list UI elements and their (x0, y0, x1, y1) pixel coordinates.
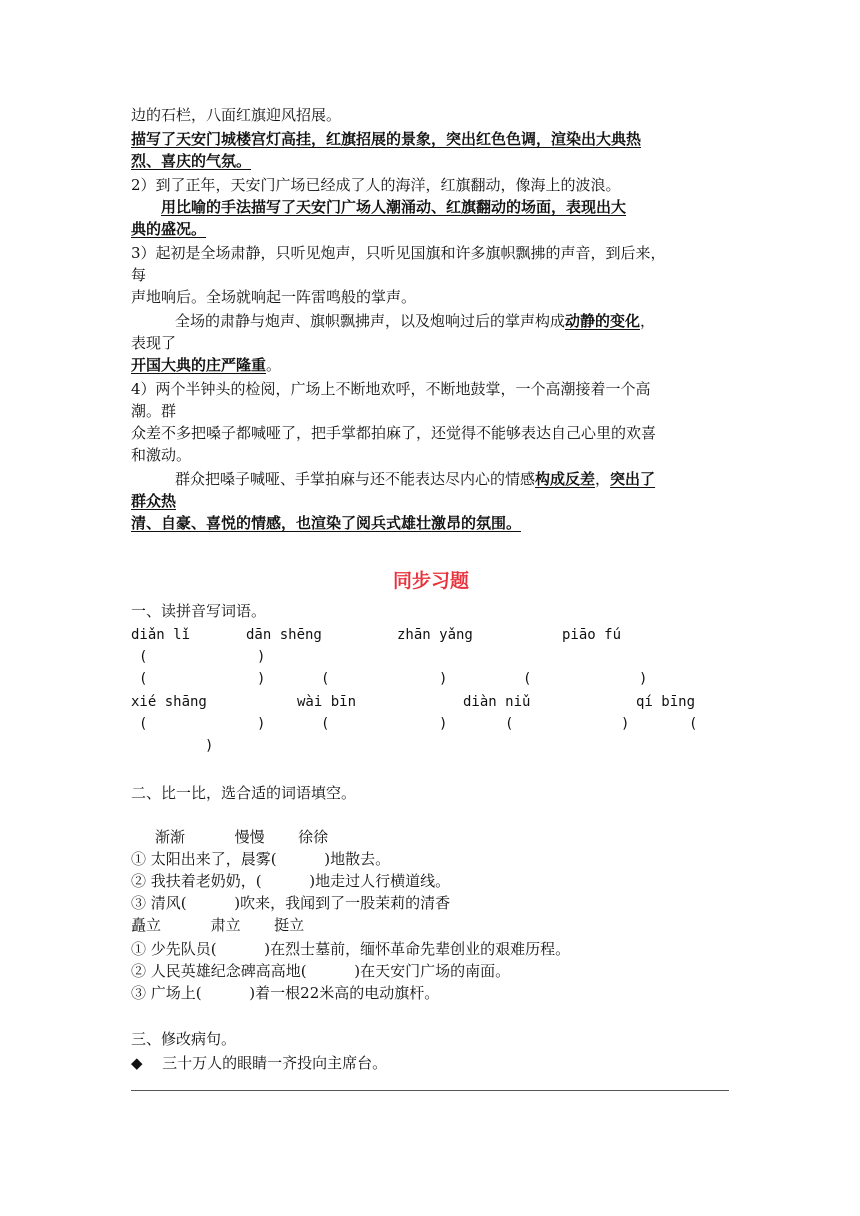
analysis-answer-line: 描写了天安门城楼宫灯高挂，红旗招展的景象，突出红色色调，渲染出大典热 (131, 130, 642, 148)
pinyin-item: xié shāng (131, 694, 207, 710)
answer-open-paren: ( (523, 671, 532, 687)
word-choice: 徐徐 (298, 828, 329, 846)
fill-blank-item: ③ 广场上( )着一根22米高的电动旗杆。 (131, 984, 440, 1002)
analysis-answer-line: 烈、喜庆的气氛。 (131, 152, 252, 170)
answer-open-paren: ( (689, 716, 698, 732)
analysis-line: 4）两个半钟头的检阅，广场上不断地欢呼，不断地鼓掌，一个高潮接着一个高 (131, 380, 651, 398)
analysis-keyword: 突出了 (610, 470, 656, 488)
pinyin-item: wài bīn (297, 694, 357, 710)
section-heading: 二、比一比，选合适的词语填空。 (131, 784, 357, 802)
answer-close-paren: ) (639, 671, 648, 687)
analysis-line: 3）起初是全场肃静，只听见炮声，只听见国旗和许多旗帜飘拂的声音，到后来， (131, 244, 666, 262)
section-heading: 三、修改病句。 (131, 1030, 237, 1048)
horizontal-rule (131, 1090, 729, 1091)
answer-close-paren: ) (257, 671, 266, 687)
pinyin-item: diàn niǔ (463, 694, 531, 710)
word-choice: 挺立 (274, 916, 305, 934)
answer-close-paren: ) (257, 649, 266, 665)
fill-blank-item: ③ 清风( )吹来，我闻到了一股茉莉的清香 (131, 894, 451, 912)
answer-open-paren: ( (321, 716, 330, 732)
analysis-answer-line: 典的盛况。 (131, 220, 207, 238)
fill-blank-item: ② 我扶着老奶奶，( )地走过人行横道线。 (131, 872, 451, 890)
fill-blank-item: ② 人民英雄纪念碑高高地( )在天安门广场的南面。 (131, 962, 511, 980)
pinyin-item: zhān yǎng (397, 627, 473, 643)
analysis-line (131, 354, 281, 376)
answer-open-paren: ( (505, 716, 514, 732)
analysis-line: 表现了 (131, 334, 177, 352)
fill-blank-item: ① 少先队员( )在烈士墓前，缅怀革命先辈创业的艰难历程。 (131, 940, 571, 958)
word-choices (155, 826, 328, 848)
analysis-line: 和激动。 (131, 446, 192, 464)
analysis-answer-line: 用比喻的手法描写了天安门广场人潮涌动、红旗翻动的场面，表现出大 (161, 198, 627, 216)
analysis-keyword: 开国大典的庄严隆重 (131, 356, 267, 374)
answer-close-paren: ) (257, 716, 266, 732)
answer-close-paren: ) (439, 671, 448, 687)
section-heading: 一、读拼音写词语。 (131, 602, 267, 620)
pinyin-item: dān shēng (246, 627, 322, 643)
analysis-line: 2）到了正年，天安门广场已经成了人的海洋，红旗翻动，像海上的波浪。 (131, 176, 621, 194)
analysis-line: 潮。群 (131, 402, 177, 420)
answer-close-paren: ) (205, 738, 214, 754)
analysis-answer-line: 群众热 (131, 492, 177, 510)
sentence-item (131, 1052, 387, 1074)
word-choice: 矗立 (131, 916, 162, 934)
analysis-line: 边的石栏，八面红旗迎风招展。 (131, 106, 342, 124)
section-title: 同步习题 (392, 570, 469, 592)
analysis-line: 声地响后。全场就响起一阵雷鸣般的掌声。 (131, 288, 417, 306)
analysis-keyword: 动静的变化 (565, 312, 641, 330)
analysis-line: 众差不多把嗓子都喊哑了，把手掌都拍麻了，还觉得不能够表达自己心里的欢喜 (131, 424, 657, 442)
word-choices (131, 914, 304, 936)
word-choice: 慢慢 (234, 828, 265, 846)
analysis-line (175, 468, 655, 490)
analysis-text: ， (640, 312, 656, 330)
analysis-text: 全场的肃静与炮声、旗帜飘拂声，以及炮响过后的掌声构成 (175, 312, 566, 330)
analysis-answer-line: 清、自豪、喜悦的情感，也渲染了阅兵式雄壮激昂的氛围。 (131, 514, 522, 532)
answer-open-paren: ( (321, 671, 330, 687)
analysis-text: 群众把嗓子喊哑、手掌拍麻与还不能表达尽内心的情感 (175, 470, 536, 488)
answer-open-paren: ( (139, 649, 148, 665)
analysis-keyword: 构成反差 (535, 470, 596, 488)
answer-close-paren: ) (439, 716, 448, 732)
word-choice: 渐渐 (155, 828, 186, 846)
analysis-line (175, 310, 655, 332)
answer-open-paren: ( (139, 671, 148, 687)
pinyin-item: piāo fú (562, 627, 622, 643)
analysis-text: ， (595, 470, 611, 488)
diamond-bullet-icon: ◆ (131, 1054, 143, 1072)
answer-close-paren: ) (621, 716, 630, 732)
pinyin-item: diǎn lǐ (131, 627, 191, 643)
word-choice: 肃立 (210, 916, 241, 934)
pinyin-item: qí bīng (636, 694, 696, 710)
sentence-text: 三十万人的眼睛一齐投向主席台。 (162, 1054, 388, 1072)
answer-open-paren: ( (139, 716, 148, 732)
fill-blank-item: ① 太阳出来了，晨雾( )地散去。 (131, 850, 391, 868)
analysis-text: 。 (266, 356, 282, 374)
analysis-line: 每 (131, 266, 147, 284)
